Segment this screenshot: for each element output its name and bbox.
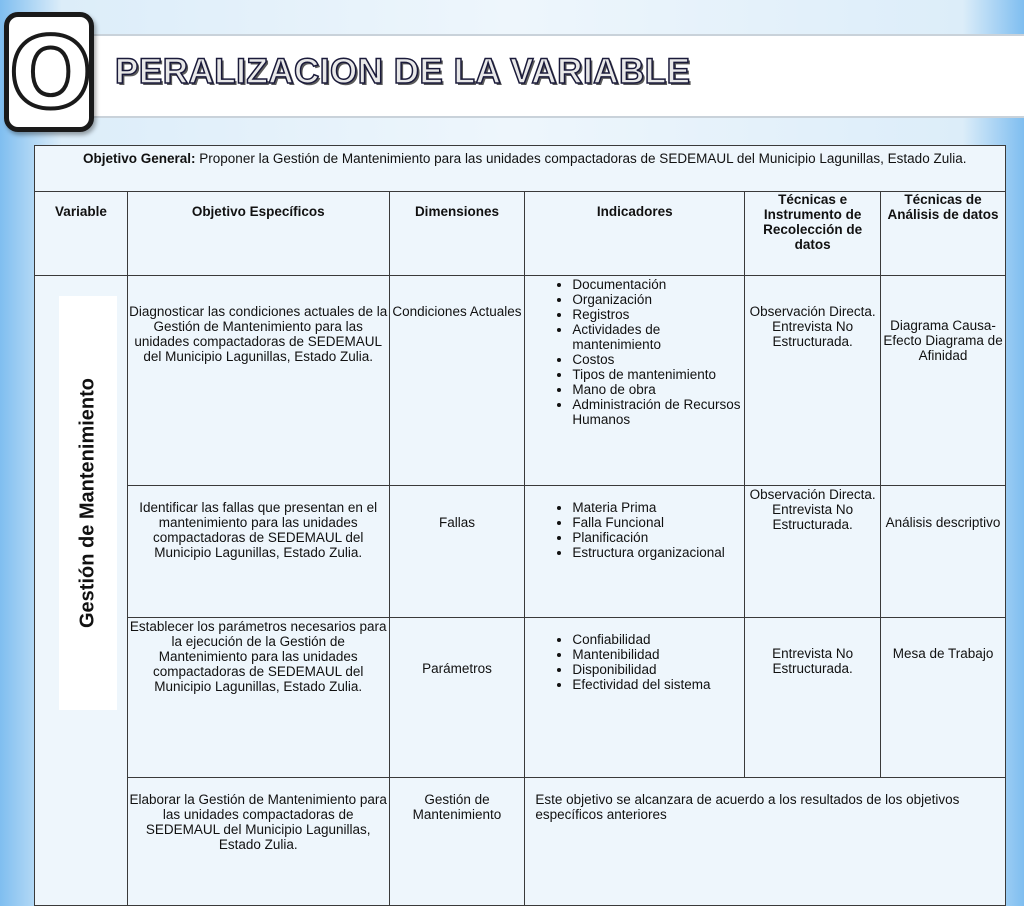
list-item: • Disponibilidad: [572, 662, 743, 677]
list-item: • Estructura organizacional: [572, 545, 743, 560]
indicators-cell: [525, 486, 745, 618]
objective-cell: Diagnosticar las condiciones actuales de la Gestión de Mantenimiento para las unidades compactadoras de SEDEMAUL del Municipio Lagunillas, Estado Zulia.: [127, 276, 389, 486]
dimension-cell: Parámetros: [389, 618, 525, 778]
list-item: • Tipos de mantenimiento: [572, 367, 743, 382]
list-item: • Documentación: [572, 277, 743, 292]
variable-label: Gestión de Mantenimiento: [76, 377, 99, 629]
title-initial-letter: O: [9, 17, 93, 131]
list-item: • Costos: [572, 352, 743, 367]
list-item: • Materia Prima: [572, 500, 743, 515]
list-item: • Efectividad del sistema: [572, 677, 743, 692]
header-variable: Variable: [35, 192, 128, 276]
header-dimensiones: Dimensiones: [389, 192, 525, 276]
header-tecnicas-recoleccion: Técnicas e Instrumento de Recolección de datos: [745, 192, 881, 276]
table-row: [35, 486, 1006, 618]
header-tecnicas-analisis: Técnicas de Análisis de datos: [881, 192, 1006, 276]
dimension-cell: Fallas: [389, 486, 525, 618]
list-item: • Organización: [572, 292, 743, 307]
dimension-cell: Condiciones Actuales: [389, 276, 525, 486]
objective-cell: Identificar las fallas que presentan en el mantenimiento para las unidades compactadoras de SEDEMAUL del Municipio Lagunillas, Estado Zulia.: [127, 486, 389, 618]
indicators-list: [526, 277, 743, 427]
list-item: • Planificación: [572, 530, 743, 545]
list-item: • Falla Funcional: [572, 515, 743, 530]
list-item: • Confiabilidad: [572, 632, 743, 647]
list-item: • Mantenibilidad: [572, 647, 743, 662]
table-row: [35, 618, 1006, 778]
general-objective-row: [35, 146, 1006, 192]
indicators-cell: [525, 276, 745, 486]
list-item: • Registros: [572, 307, 743, 322]
header-row: [35, 192, 1006, 276]
objective-cell: Establecer los parámetros necesarios para la ejecución de la Gestión de Mantenimiento para las unidades compactadoras de SEDEMAUL del Municipio Lagunillas, Estado Zulia.: [127, 618, 389, 778]
header-objetivos: Objetivo Específicos: [127, 192, 389, 276]
table-row: [35, 276, 1006, 486]
title-initial-box: [4, 12, 94, 132]
collection-technique-cell: Observación Directa. Entrevista No Estructurada.: [745, 276, 881, 486]
objective-cell: Elaborar la Gestión de Mantenimiento para las unidades compactadoras de SEDEMAUL del Municipio Lagunillas, Estado Zulia.: [127, 778, 389, 906]
collection-technique-cell: Entrevista No Estructurada.: [745, 618, 881, 778]
variable-cell: [35, 276, 128, 906]
general-objective-text: Proponer la Gestión de Mantenimiento para las unidades compactadoras de SEDEMAUL del Municipio Lagunillas, Estado Zulia.: [195, 151, 967, 166]
final-objective-note: Este objetivo se alcanzara de acuerdo a los resultados de los objetivos específicos anteriores: [525, 778, 1006, 906]
indicators-cell: [525, 618, 745, 778]
list-item: • Actividades de mantenimiento: [572, 322, 743, 352]
analysis-technique-cell: Diagrama Causa-Efecto Diagrama de Afinidad: [881, 276, 1006, 486]
general-objective-cell: [35, 146, 1006, 192]
list-item: • Mano de obra: [572, 382, 743, 397]
collection-technique-cell: Observación Directa. Entrevista No Estructurada.: [745, 486, 881, 618]
operationalization-table: [34, 145, 1006, 906]
dimension-cell: Gestión de Mantenimiento: [389, 778, 525, 906]
page-title: PERALIZACION DE LA VARIABLE: [115, 52, 691, 91]
header-indicadores: Indicadores: [525, 192, 745, 276]
general-objective-label: Objetivo General:: [83, 151, 196, 166]
indicators-list: [526, 500, 743, 560]
analysis-technique-cell: Mesa de Trabajo: [881, 618, 1006, 778]
indicators-list: [526, 632, 743, 692]
list-item: • Administración de Recursos Humanos: [572, 397, 743, 427]
table-row: [35, 778, 1006, 906]
analysis-technique-cell: Análisis descriptivo: [881, 486, 1006, 618]
